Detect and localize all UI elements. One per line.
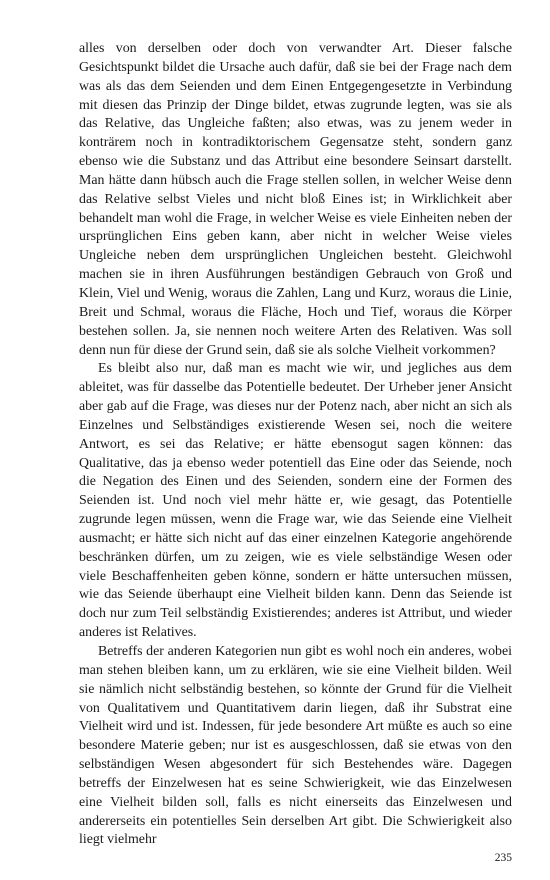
paragraph-1: alles von derselben oder doch von verwandter Art. Dieser falsche Gesichtspunkt bildet die Ursache auch dafür, daß sie bei der Frage nach dem was als das dem Seienden und dem Einen Entgegengesetzte in Verbindung mit diesen das Prinzip der Dinge bildet, etwas zugrunde legten, was sie als das Relative, das Ungleiche faßten; also etwas, was zu jenem weder in konträrem noch in kontradiktorischem Gegensatze steht, sondern ganz ebenso wie die Substanz und das Attribut eine besondere Seinsart darstellt. Man hätte dann hübsch auch die Frage stellen sollen, in welcher Weise denn das Relative selbst Vieles und nicht bloß Eines ist; in Wirklichkeit aber behandelt man wohl die Frage, in welcher Weise es viele Einheiten neben der ursprünglichen Eins geben kann, aber nicht in welcher Weise vieles Ungleiche neben dem ursprünglichen Ungleichen besteht. Gleichwohl machen sie in ihren Ausführungen beständigen Gebrauch von Groß und Klein, Viel und Wenig, woraus die Zahlen, Lang und Kurz, woraus die Linie, Breit und Schmal, woraus die Fläche, Hoch und Tief, woraus die Körper bestehen sollen. Ja, sie nennen noch weitere Arten des Relativen. Was soll denn nun für diese der Grund sein, daß sie als solche Vielheit vorkommen? [79,41,512,358]
paragraph-2: Es bleibt also nur, daß man es macht wie wir, und jegliches aus dem ableitet, was für dasselbe das Potentielle bedeutet. Der Urheber jener Ansicht aber gab auf die Frage, was dieses nur der Potenz nach, aber nicht an sich als Einzelnes und Selbständiges existierende Wesen sei, noch die weitere Antwort, es sei das Relative; er hätte ebensogut sagen können: das Qualitative, das ja ebenso weder potentiell das Eine oder das Seiende, noch die Negation des Einen und des Seienden, sondern eine der Formen des Seienden ist. Und noch viel mehr hätte er, wie gesagt, das Potentielle zugrunde legen müssen, wenn die Frage war, wie das Seiende eine Vielheit ausmacht; er hätte sich nicht auf das einer einzelnen Kategorie angehörende beschränken dürfen, um zu zeigen, wie es viele selbständige Wesen oder viele Beschaffenheiten geben könne, sondern er hätte untersuchen müssen, wie das Seiende überhaupt eine Vielheit bilden kann. Denn das Seiende ist doch nur zum Teil selbständig Existierendes; anderes ist Attribut, und wieder anderes ist Relatives. [79,361,512,641]
page-number: 235 [494,852,512,864]
page-body [79,40,512,850]
paragraph-3: Betreffs der anderen Kategorien nun gibt es wohl noch ein anderes, wobei man stehen bleiben kann, um zu erklären, wie sie eine Vielheit bilden. Weil sie nämlich nicht selbständig bestehen, so könnte der Grund für die Vielheit von Qualitativem und Quantitativem darin liegen, daß ihr Substrat eine Vielheit wird und ist. Indessen, für jede besondere Art müßte es auch so eine besondere Materie geben; nur ist es ausgeschlossen, daß sie etwas von den selbständigen Wesen abgesondert für sich Bestehendes wäre. Dagegen betreffs der Einzelwesen hat es seine Schwierigkeit, wie das Einzelwesen eine Vielheit bilden soll, falls es nicht einerseits das Einzelwesen und andererseits ein potentielles Sein derselben Art gibt. Die Schwierigkeit also liegt vielmehr [79,644,512,848]
